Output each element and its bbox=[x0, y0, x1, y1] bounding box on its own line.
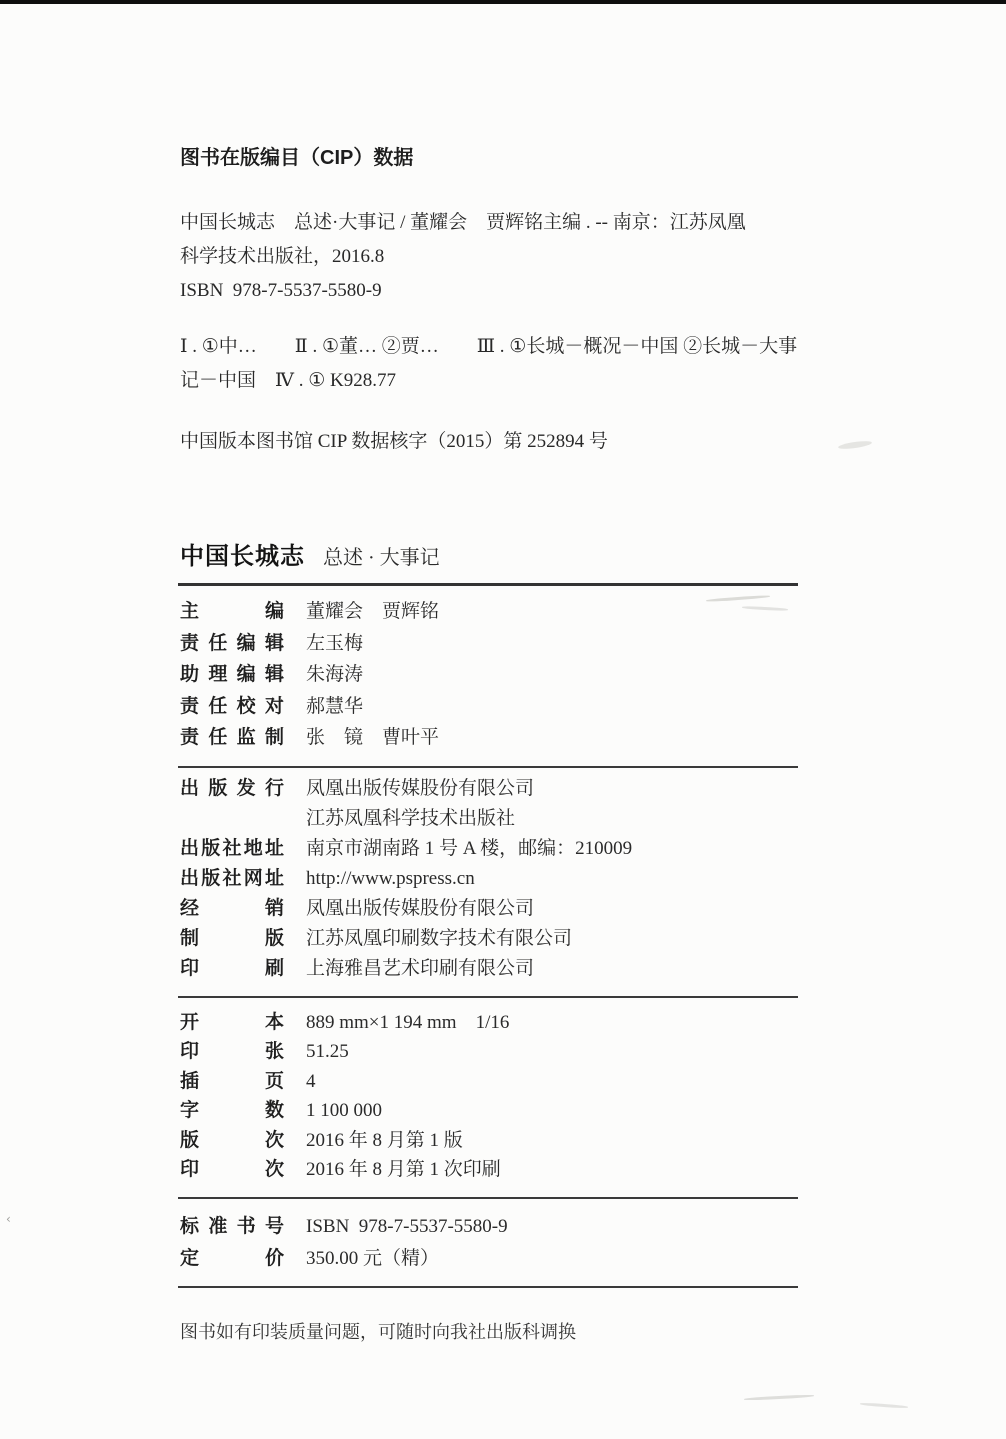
cip-header: 图书在版编目（CIP）数据 bbox=[180, 147, 414, 169]
divider-rule-3 bbox=[178, 996, 798, 998]
scan-smudge bbox=[838, 440, 873, 451]
format-value: 2016 年 8 月第 1 次印刷 bbox=[306, 1159, 501, 1181]
publishing-row-publisher-line2 bbox=[180, 804, 840, 834]
pricing-section bbox=[180, 1211, 840, 1275]
cip-data-section bbox=[180, 146, 840, 459]
publishing-value: 江苏凤凰印刷数字技术有限公司 bbox=[306, 928, 573, 949]
credit-row-responsible-editor bbox=[180, 628, 840, 660]
publishing-section bbox=[180, 774, 840, 984]
divider-rule-4 bbox=[178, 1197, 798, 1199]
quality-exchange-notice: 图书如有印装质量问题，可随时向我社出版科调换 bbox=[180, 1322, 576, 1342]
credit-row-production-supervisor bbox=[180, 722, 840, 754]
publishing-value: 上海雅昌艺术印刷有限公司 bbox=[306, 958, 535, 979]
cip-classification-line2: 记－中国 Ⅳ . ① K928.77 bbox=[180, 370, 396, 391]
credit-label: 主 编 bbox=[180, 601, 284, 622]
credit-label: 助 理 编 辑 bbox=[180, 664, 284, 685]
credit-label: 责 任 监 制 bbox=[180, 727, 284, 748]
credit-row-assistant-editor bbox=[180, 659, 840, 691]
publishing-label: 出 版 社 地 址 bbox=[180, 838, 284, 859]
pricing-label: 标 准 书 号 bbox=[180, 1216, 284, 1237]
format-value: 1 100 000 bbox=[306, 1100, 382, 1122]
credit-value: 朱海涛 bbox=[306, 664, 364, 685]
credit-row-chief-editor bbox=[180, 596, 840, 628]
publishing-label: 印 刷 bbox=[180, 958, 284, 979]
cip-description-line2: 科学技术出版社，2016.8 bbox=[180, 246, 385, 267]
format-label: 开 本 bbox=[180, 1012, 284, 1033]
book-subtitle: 总述 · 大事记 bbox=[323, 547, 440, 569]
publishing-row-website bbox=[180, 864, 840, 894]
format-label: 印 次 bbox=[180, 1159, 284, 1181]
publishing-value: http://www.pspress.cn bbox=[306, 868, 475, 889]
credits-section bbox=[180, 596, 840, 754]
format-value: 2016 年 8 月第 1 版 bbox=[306, 1129, 463, 1151]
format-label: 印 张 bbox=[180, 1041, 284, 1063]
format-row-printed-sheets bbox=[180, 1037, 840, 1066]
format-label: 版 次 bbox=[180, 1129, 284, 1151]
publishing-label: 出 版 发 行 bbox=[180, 778, 284, 799]
cip-isbn-line: ISBN 978-7-5537-5580-9 bbox=[180, 280, 382, 301]
publishing-label: 出 版 社 网 址 bbox=[180, 868, 284, 889]
divider-rule-2 bbox=[178, 766, 798, 768]
publishing-label: 制 版 bbox=[180, 928, 284, 949]
publishing-row-publisher bbox=[180, 774, 840, 804]
pricing-row-price bbox=[180, 1243, 840, 1275]
credit-value: 郝慧华 bbox=[306, 695, 364, 717]
scan-pencil-mark: ‹ bbox=[6, 1212, 11, 1226]
format-value: 51.25 bbox=[306, 1041, 349, 1063]
pricing-row-isbn bbox=[180, 1211, 840, 1243]
format-row-sheet-size bbox=[180, 1008, 840, 1037]
credit-value: 董耀会 贾辉铭 bbox=[306, 601, 440, 622]
format-row-edition bbox=[180, 1126, 840, 1155]
scan-smudge bbox=[744, 1394, 814, 1401]
cip-registry-line: 中国版本图书馆 CIP 数据核字（2015）第 252894 号 bbox=[180, 431, 608, 452]
credit-row-proofreader bbox=[180, 691, 840, 723]
publishing-value: 凤凰出版传媒股份有限公司 bbox=[306, 898, 535, 919]
format-row-word-count bbox=[180, 1096, 840, 1125]
publishing-label: 经 销 bbox=[180, 898, 284, 919]
publishing-value: 凤凰出版传媒股份有限公司 bbox=[306, 778, 535, 799]
book-title: 中国长城志 bbox=[180, 543, 305, 570]
publishing-row-plate-making bbox=[180, 924, 840, 954]
format-label: 字 数 bbox=[180, 1100, 284, 1122]
scan-edge-top bbox=[0, 0, 1006, 4]
divider-rule-1 bbox=[178, 583, 798, 586]
publishing-value: 江苏凤凰科学技术出版社 bbox=[306, 808, 516, 829]
format-value: 889 mm×1 194 mm 1/16 bbox=[306, 1012, 510, 1033]
format-row-impression bbox=[180, 1155, 840, 1184]
publishing-row-distributor bbox=[180, 894, 840, 924]
pricing-value: 350.00 元（精） bbox=[306, 1248, 440, 1269]
pricing-value: ISBN 978-7-5537-5580-9 bbox=[306, 1216, 508, 1237]
credit-label: 责 任 编 辑 bbox=[180, 632, 284, 654]
book-title-block bbox=[180, 536, 820, 571]
pricing-label: 定 价 bbox=[180, 1248, 284, 1269]
format-row-inserts bbox=[180, 1067, 840, 1096]
format-label: 插 页 bbox=[180, 1070, 284, 1092]
format-section bbox=[180, 1008, 840, 1184]
publishing-row-printer bbox=[180, 954, 840, 984]
cip-classification-line1: Ⅰ . ①中… Ⅱ . ①董… ②贾… Ⅲ . ①长城－概况－中国 ②长城－大事 bbox=[180, 336, 798, 357]
publishing-row-address bbox=[180, 834, 840, 864]
cip-description-line1: 中国长城志 总述·大事记 / 董耀会 贾辉铭主编 . -- 南京：江苏凤凰 bbox=[180, 212, 746, 233]
format-value: 4 bbox=[306, 1070, 316, 1092]
credit-value: 张 镜 曹叶平 bbox=[306, 727, 440, 748]
credit-value: 左玉梅 bbox=[306, 632, 364, 654]
publishing-value: 南京市湖南路 1 号 A 楼，邮编：210009 bbox=[306, 838, 633, 859]
scan-smudge bbox=[860, 1402, 908, 1408]
divider-rule-5 bbox=[178, 1286, 798, 1288]
credit-label: 责 任 校 对 bbox=[180, 695, 284, 717]
